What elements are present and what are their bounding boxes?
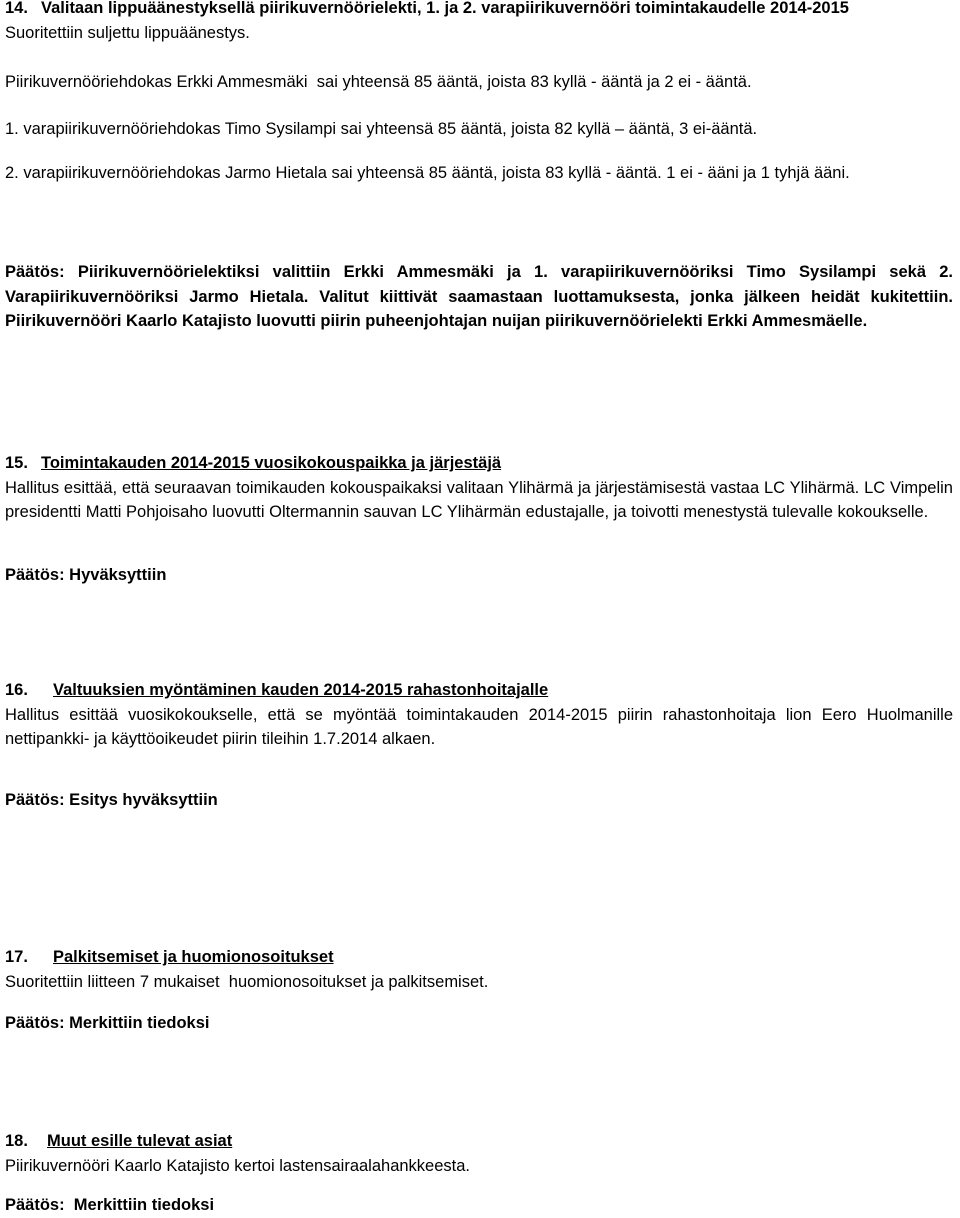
section-number: 16. (5, 681, 28, 699)
paragraph: Hallitus esittää, että seuraavan toimikauden kokouspaikaksi valitaan Ylihärmä ja järjestämisestä vastaa LC Ylihärmä. LC Vimpelin presidentti Matti Pohjoisaho luovutti Oltermannin sauvan LC Ylihärmän edustajalle, ja toivotti menestystä tulevalle kokoukselle. (5, 478, 958, 521)
section-17 (5, 945, 953, 994)
section-number: 18. (5, 1132, 28, 1150)
section-number: 15. (5, 454, 28, 472)
decision-text: Päätös: Esitys hyväksyttiin (5, 791, 218, 809)
decision-16 (5, 788, 953, 813)
decision-text: Päätös: Piirikuvernöörielektiksi valittiin Erkki Ammesmäki ja 1. varapiirikuvernööriksi Timo Sysilampi sekä 2. Varapiirikuvernööriksi Jarmo Hietala. Valitut kiittivät saamastaan luottamuksesta, jonka jälkeen heidät kukitettiin. Piirikuvernööri Kaarlo Katajisto luovutti piirin puheenjohtajan nuijan piirikuvernöörielekti Erkki Ammesmäelle. (5, 263, 958, 330)
vote-result-second-vice (5, 161, 953, 186)
section-title: Palkitsemiset ja huomionosoitukset (53, 948, 334, 966)
paragraph: Suoritettiin suljettu lippuäänestys. (5, 23, 250, 42)
section-title: Valtuuksien myöntäminen kauden 2014-2015 rahastonhoitajalle (53, 681, 549, 699)
section-title: Muut esille tulevat asiat (47, 1132, 233, 1150)
section-16-heading (5, 678, 953, 703)
section-number: 14. (5, 0, 28, 17)
decision-17 (5, 1011, 953, 1036)
paragraph: Suoritettiin liitteen 7 mukaiset huomionosoitukset ja palkitsemiset. (5, 972, 489, 991)
paragraph: Piirikuvernööri Kaarlo Katajisto kertoi lastensairaalahankkeesta. (5, 1156, 470, 1175)
section-16 (5, 678, 958, 752)
section-18-heading (5, 1129, 953, 1154)
paragraph: Piirikuvernööriehdokas Erkki Ammesmäki sai yhteensä 85 ääntä, joista 83 kyllä - ääntä ja 2 ei - ääntä. (5, 73, 752, 91)
section-17-heading (5, 945, 953, 970)
decision-18 (5, 1193, 953, 1218)
section-title: Toimintakauden 2014-2015 vuosikokouspaikka ja järjestäjä (41, 454, 502, 472)
decision-text: Päätös: Merkittiin tiedoksi (5, 1014, 210, 1032)
decision-text: Päätös: Hyväksyttiin (5, 566, 167, 584)
vote-result-governor (5, 70, 953, 95)
paragraph: Hallitus esittää vuosikokoukselle, että se myöntää toimintakauden 2014-2015 piirin rahastonhoitaja lion Eero Huolmanille nettipankki- ja käyttöoikeudet piirin tileihin 1.7.2014 alkaen. (5, 705, 958, 748)
section-15 (5, 451, 958, 525)
section-15-heading (5, 451, 953, 476)
decision-14 (5, 260, 958, 334)
decision-15 (5, 563, 953, 588)
section-title: Valitaan lippuäänestyksellä piirikuvernöörielekti, 1. ja 2. varapiirikuvernööri toimintakaudelle 2014-2015 (41, 0, 849, 17)
paragraph: 1. varapiirikuvernööriehdokas Timo Sysilampi sai yhteensä 85 ääntä, joista 82 kyllä – ääntä, 3 ei-ääntä. (5, 120, 758, 138)
decision-text: Päätös: Merkittiin tiedoksi (5, 1196, 215, 1214)
vote-result-first-vice (5, 117, 953, 142)
section-18 (5, 1129, 953, 1178)
paragraph: 2. varapiirikuvernööriehdokas Jarmo Hietala sai yhteensä 85 ääntä, joista 83 kyllä - ääntä. 1 ei - ääni ja 1 tyhjä ääni. (5, 164, 850, 182)
section-14 (5, 0, 953, 45)
section-14-heading (5, 0, 953, 21)
section-number: 17. (5, 948, 28, 966)
